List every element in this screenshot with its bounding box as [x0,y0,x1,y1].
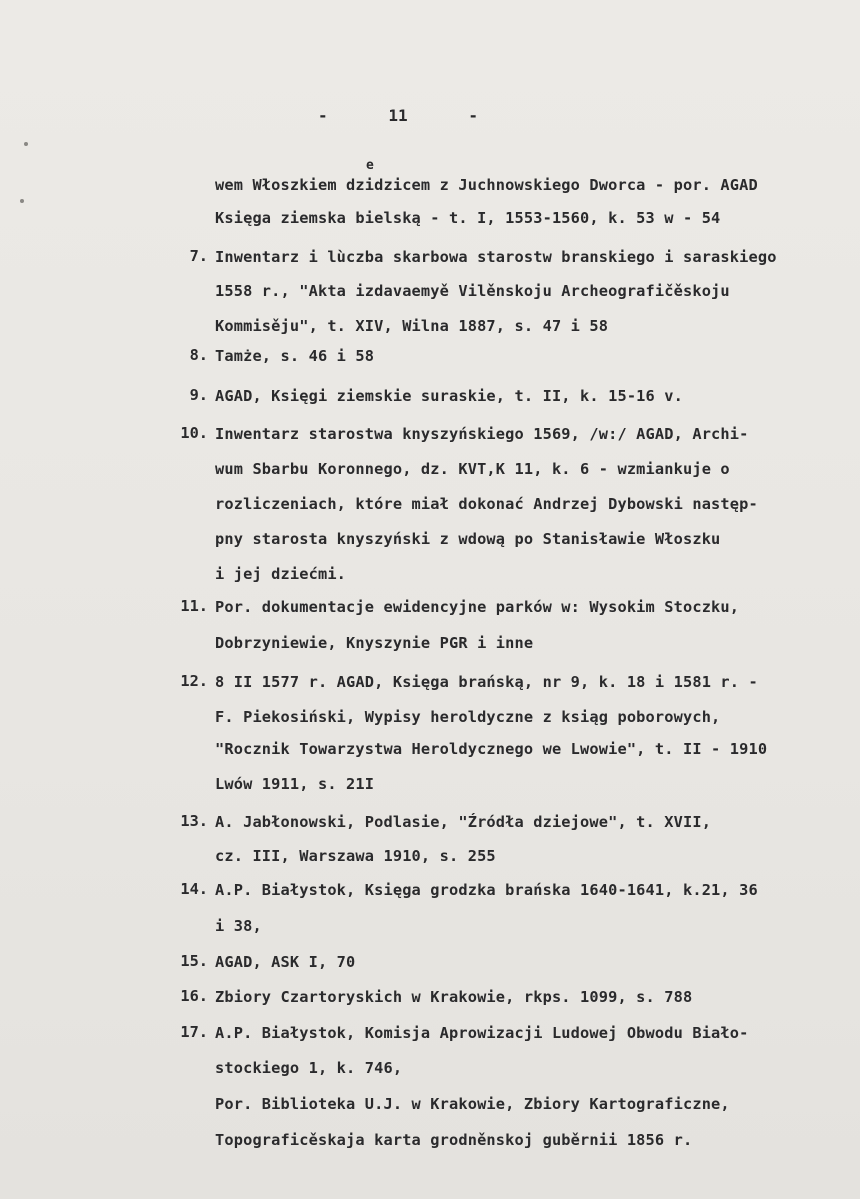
footnote-text-line: 1558 r., "Akta izdavaemyě Vilěnskoju Archeografičěskoju [215,282,730,300]
footnote-text-line: Topograficěskaja karta grodněnskoj guběrnii 1856 r. [215,1131,693,1149]
punch-hole-mark [24,142,28,146]
footnote-text-line: Dobrzyniewie, Knyszynie PGR i inne [215,634,534,652]
footnote-number: 11. [180,597,208,615]
footnote-number: 8. [189,346,208,364]
footnote-number: 7. [189,247,208,265]
footnote-text-line: wum Sbarbu Koronnego, dz. KVT,K 11, k. 6 - wzmiankuje o [215,460,730,478]
footnote-number: 13. [180,812,208,830]
footnote-text-line: AGAD, ASK I, 70 [215,953,356,971]
footnote-text-line: rozliczeniach, które miał dokonać Andrzej Dybowski następ- [215,495,758,513]
footnote-text-line: F. Piekosiński, Wypisy heroldyczne z ksiąg poborowych, [215,708,721,726]
page-number-header [318,106,478,125]
footnote-text-line: i 38, [215,917,262,935]
footnote-number: 15. [180,952,208,970]
page-number-dash-left: - [318,106,328,125]
footnote-text-line: wem Włoszkiem dzidzicem z Juchnowskiego Dworca - por. AGAD [215,176,758,194]
footnote-number: 9. [189,386,208,404]
page-number: 11 [388,106,408,125]
footnote-text-line: A.P. Białystok, Komisja Aprowizacji Ludowej Obwodu Biało- [215,1024,749,1042]
footnote-text-line: Por. dokumentacje ewidencyjne parków w: Wysokim Stoczku, [215,598,740,616]
footnote-text-line: Por. Biblioteka U.J. w Krakowie, Zbiory Kartograficzne, [215,1095,730,1113]
footnote-number: 17. [180,1023,208,1041]
footnote-text-line: AGAD, Księgi ziemskie suraskie, t. II, k. 15-16 v. [215,387,683,405]
footnote-number: 12. [180,672,208,690]
footnote-text-line: i jej dziećmi. [215,565,347,583]
footnote-text-line: stockiego 1, k. 746, [215,1059,403,1077]
footnote-text-line: cz. III, Warszawa 1910, s. 255 [215,847,496,865]
handwritten-correction: e [366,158,374,173]
footnote-text-line: Lwów 1911, s. 21I [215,775,375,793]
footnote-text-line: Inwentarz starostwa knyszyńskiego 1569, /w:/ AGAD, Archi- [215,425,749,443]
footnote-number: 16. [180,987,208,1005]
footnote-text-line: Tamże, s. 46 i 58 [215,347,375,365]
footnote-text-line: "Rocznik Towarzystwa Heroldycznego we Lwowie", t. II - 1910 [215,740,768,758]
footnote-text-line: Zbiory Czartoryskich w Krakowie, rkps. 1099, s. 788 [215,988,693,1006]
footnote-text-line: Księga ziemska bielską - t. I, 1553-1560, k. 53 w - 54 [215,209,721,227]
footnote-number: 14. [180,880,208,898]
footnote-text-line: Inwentarz i lùczba skarbowa starostw branskiego i saraskiego [215,248,777,266]
page-number-dash-right: - [468,106,478,125]
footnote-text-line: Kommisěju", t. XIV, Wilna 1887, s. 47 i 58 [215,317,609,335]
footnote-text-line: pny starosta knyszyński z wdową po Stanisławie Włoszku [215,530,721,548]
footnote-text-line: 8 II 1577 r. AGAD, Księga brańską, nr 9, k. 18 i 1581 r. - [215,673,758,691]
footnote-number: 10. [180,424,208,442]
punch-hole-mark [20,199,24,203]
footnote-text-line: A. Jabłonowski, Podlasie, "Źródła dziejowe", t. XVII, [215,813,712,831]
footnote-text-line: A.P. Białystok, Księga grodzka brańska 1640-1641, k.21, 36 [215,881,758,899]
